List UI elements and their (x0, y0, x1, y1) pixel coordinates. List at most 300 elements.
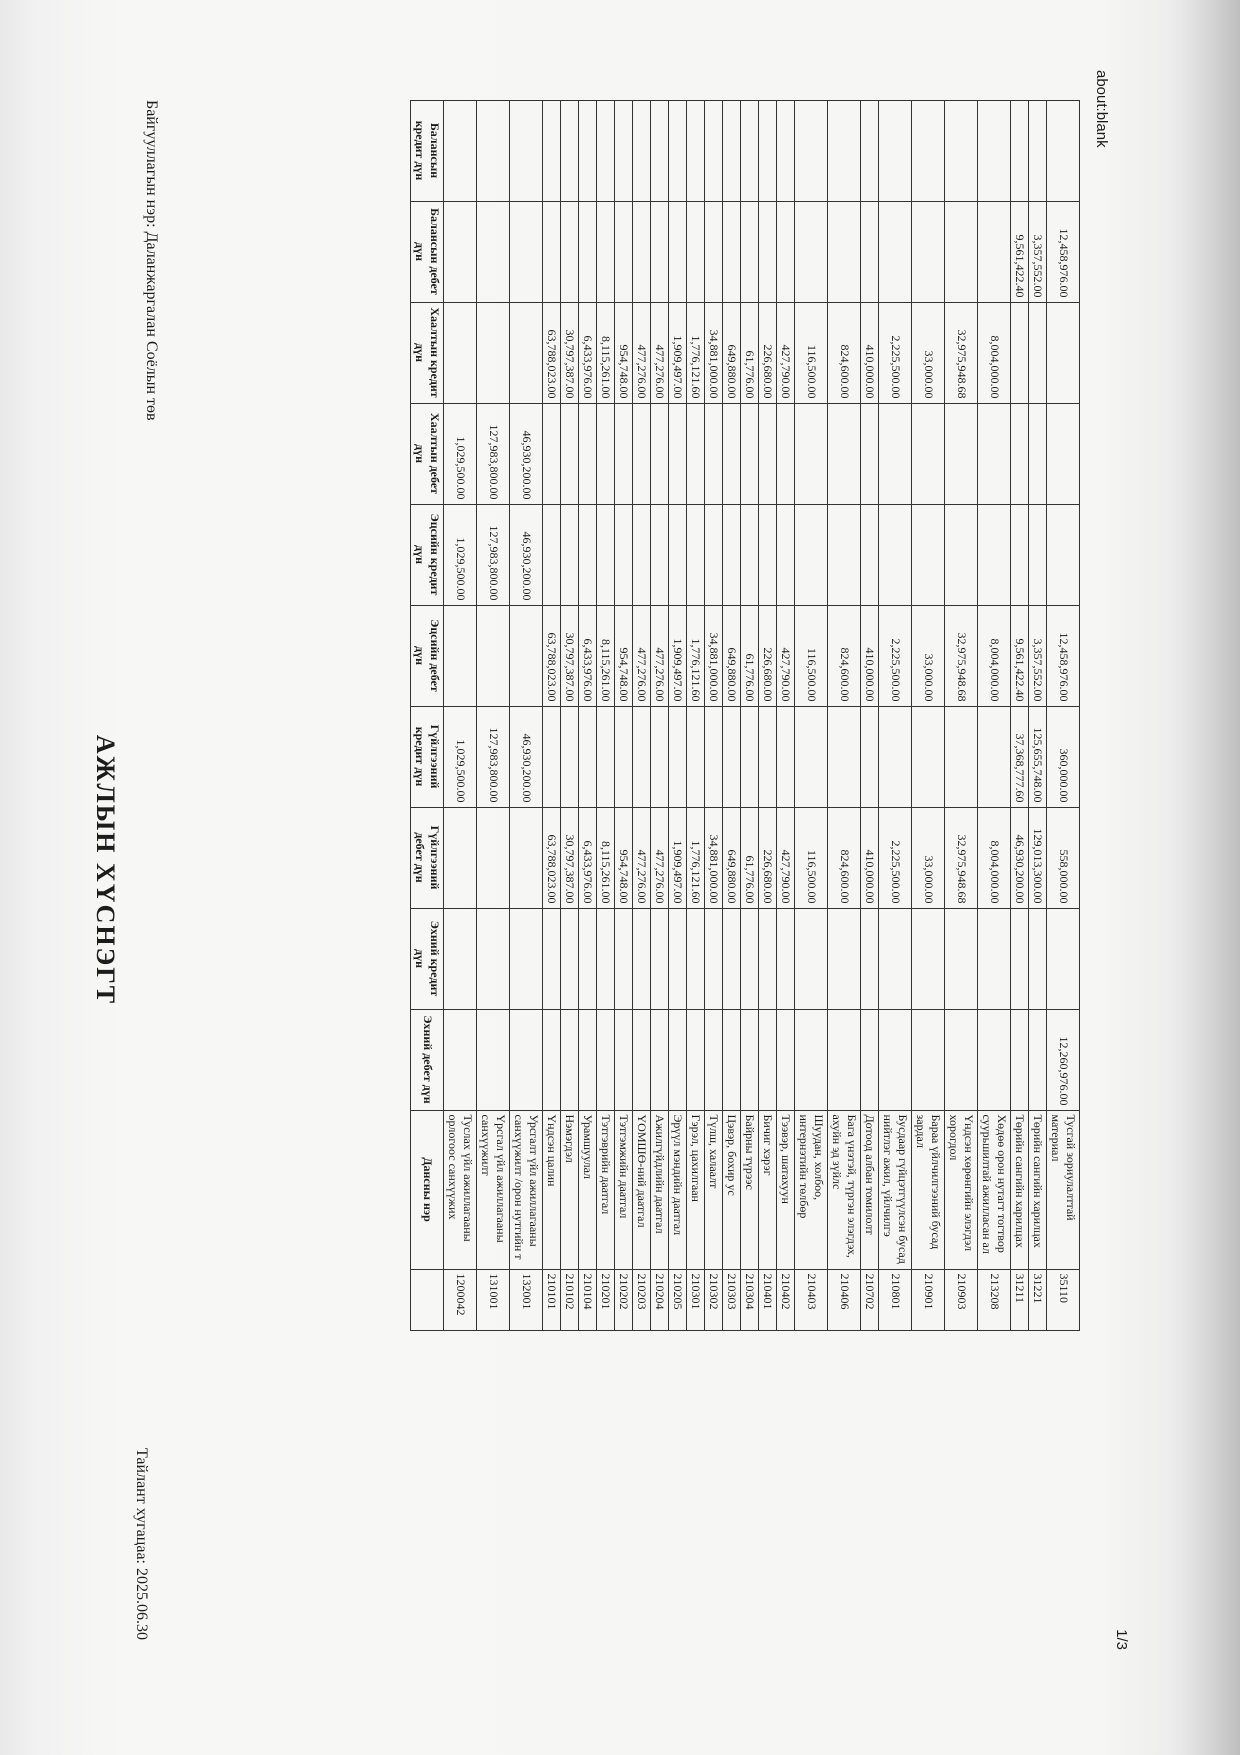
amount-cell (579, 505, 597, 606)
amount-cell (741, 505, 759, 606)
amount-cell (723, 1010, 741, 1111)
amount-cell (1047, 505, 1080, 606)
amount-cell (879, 404, 912, 505)
paper-edge-shadow (1170, 0, 1240, 1755)
amount-cell (759, 505, 777, 606)
amount-cell (561, 909, 579, 1010)
amount-cell (795, 101, 828, 202)
amount-cell (1029, 909, 1047, 1010)
amount-cell (828, 1010, 861, 1111)
amount-cell (561, 202, 579, 303)
amount-cell (1011, 303, 1029, 404)
account-name: Тусгай зориулалттай материал (1047, 1111, 1080, 1270)
amount-cell (795, 707, 828, 808)
column-header: Хаалтын дебет дүн (411, 404, 444, 505)
amount-cell (795, 202, 828, 303)
amount-cell: 6,433,976.00 (579, 303, 597, 404)
account-name: Бага үнэтэй, түргэн элэгдэх, ахуйн эд зүйлс (828, 1111, 861, 1270)
amount-cell: 477,276.00 (633, 808, 651, 909)
amount-cell (597, 404, 615, 505)
account-name: Төрийн сангийн харилцах (1029, 1111, 1047, 1270)
table-row (861, 101, 879, 1331)
amount-cell (615, 707, 633, 808)
amount-cell: 2,225,500.00 (879, 808, 912, 909)
table-row (978, 101, 1011, 1331)
amount-cell (1047, 303, 1080, 404)
amount-cell: 34,881,000.00 (705, 303, 723, 404)
account-code: 210303 (723, 1270, 741, 1331)
amount-cell (669, 1010, 687, 1111)
amount-cell: 37,368,777.60 (1011, 707, 1029, 808)
amount-cell: 649,880.00 (723, 303, 741, 404)
footer-url: about:blank (1093, 70, 1110, 148)
account-name: Шуудан, холбоо, интернэтийн төлбөр (795, 1111, 828, 1270)
account-code: 210402 (777, 1270, 795, 1331)
amount-cell: 12,260,976.00 (1047, 1010, 1080, 1111)
amount-cell (477, 303, 510, 404)
column-header: Гүйлгээний кредит дүн (411, 707, 444, 808)
amount-cell: 649,880.00 (723, 808, 741, 909)
amount-cell (1011, 909, 1029, 1010)
account-code: 213208 (978, 1270, 1011, 1331)
amount-cell (579, 202, 597, 303)
amount-cell (1011, 404, 1029, 505)
amount-cell: 32,975,948.68 (945, 606, 978, 707)
amount-cell (705, 505, 723, 606)
amount-cell (795, 404, 828, 505)
account-name: Тэтгэврийн даатгал (597, 1111, 615, 1270)
table-row (777, 101, 795, 1331)
amount-cell: 1,776,121.60 (687, 808, 705, 909)
account-name: Үндсэн хөрөнгийн элэгдэл хорогдол (945, 1111, 978, 1270)
amount-cell: 558,000.00 (1047, 808, 1080, 909)
amount-cell: 2,225,500.00 (879, 606, 912, 707)
column-header: Балансын кредит дүн (411, 101, 444, 202)
table-row (579, 101, 597, 1331)
column-header: Эцсийн дебет дүн (411, 606, 444, 707)
account-code: 132001 (510, 1270, 543, 1331)
amount-cell (615, 909, 633, 1010)
table-row (741, 101, 759, 1331)
table-row (615, 101, 633, 1331)
amount-cell (705, 202, 723, 303)
table-row (828, 101, 861, 1331)
amount-cell: 954,748.00 (615, 606, 633, 707)
amount-cell: 46,930,200.00 (1011, 808, 1029, 909)
amount-cell (579, 707, 597, 808)
amount-cell (510, 808, 543, 909)
amount-cell (543, 505, 561, 606)
amount-cell: 6,433,976.00 (579, 606, 597, 707)
account-name: Үндсэн цалин (543, 1111, 561, 1270)
amount-cell (912, 202, 945, 303)
amount-cell (543, 707, 561, 808)
account-name: Урамшуулал (579, 1111, 597, 1270)
amount-cell (579, 101, 597, 202)
amount-cell (978, 909, 1011, 1010)
amount-cell (705, 101, 723, 202)
amount-cell: 427,790.00 (777, 606, 795, 707)
column-header: Эхний кредит дүн (411, 909, 444, 1010)
table-row (1047, 101, 1080, 1331)
amount-cell: 32,975,948.68 (945, 808, 978, 909)
amount-cell (759, 707, 777, 808)
column-header: Эхний дебет дүн (411, 1010, 444, 1111)
amount-cell (633, 909, 651, 1010)
amount-cell (978, 202, 1011, 303)
amount-cell (945, 202, 978, 303)
amount-cell (651, 404, 669, 505)
amount-cell: 8,004,000.00 (978, 606, 1011, 707)
amount-cell (597, 101, 615, 202)
account-code: 31221 (1029, 1270, 1047, 1331)
amount-cell (669, 505, 687, 606)
amount-cell (633, 707, 651, 808)
amount-cell (861, 909, 879, 1010)
amount-cell: 8,004,000.00 (978, 303, 1011, 404)
amount-cell (861, 404, 879, 505)
amount-cell (633, 101, 651, 202)
amount-cell (1029, 505, 1047, 606)
amount-cell (651, 1010, 669, 1111)
amount-cell (705, 909, 723, 1010)
amount-cell (741, 909, 759, 1010)
table-row (597, 101, 615, 1331)
amount-cell (705, 404, 723, 505)
amount-cell: 824,600.00 (828, 303, 861, 404)
amount-cell (723, 404, 741, 505)
amount-cell (597, 707, 615, 808)
amount-cell (879, 909, 912, 1010)
amount-cell: 1,029,500.00 (444, 505, 477, 606)
table-row (879, 101, 912, 1331)
amount-cell: 1,776,121.60 (687, 303, 705, 404)
amount-cell: 127,983,800.00 (477, 505, 510, 606)
amount-cell (561, 505, 579, 606)
amount-cell: 125,655,748.00 (1029, 707, 1047, 808)
amount-cell (828, 505, 861, 606)
amount-cell (759, 1010, 777, 1111)
amount-cell: 477,276.00 (633, 606, 651, 707)
amount-cell (978, 707, 1011, 808)
amount-cell: 410,000.00 (861, 606, 879, 707)
account-name: ҮОМШӨ-ний даатгал (633, 1111, 651, 1270)
amount-cell (561, 1010, 579, 1111)
amount-cell (444, 606, 477, 707)
amount-cell: 34,881,000.00 (705, 808, 723, 909)
amount-cell: 477,276.00 (651, 606, 669, 707)
amount-cell (912, 505, 945, 606)
amount-cell: 30,797,387.00 (561, 606, 579, 707)
amount-cell: 12,458,976.00 (1047, 606, 1080, 707)
amount-cell (669, 101, 687, 202)
amount-cell (759, 202, 777, 303)
amount-cell: 360,000.00 (1047, 707, 1080, 808)
amount-cell (543, 404, 561, 505)
account-name: Үрсгал үйл ажиллагааны санхүүжилт (477, 1111, 510, 1270)
account-name: Төрийн сангийн харилцах (1011, 1111, 1029, 1270)
amount-cell (978, 404, 1011, 505)
account-name: Байрны түрээс (741, 1111, 759, 1270)
amount-cell: 33,000.00 (912, 606, 945, 707)
amount-cell: 1,029,500.00 (444, 707, 477, 808)
account-code: 210202 (615, 1270, 633, 1331)
amount-cell (1011, 1010, 1029, 1111)
amount-cell (912, 707, 945, 808)
amount-cell (795, 505, 828, 606)
amount-cell (687, 404, 705, 505)
table-row (1011, 101, 1029, 1331)
amount-cell: 477,276.00 (633, 303, 651, 404)
amount-cell (510, 909, 543, 1010)
amount-cell (579, 1010, 597, 1111)
amount-cell: 6,433,976.00 (579, 808, 597, 909)
amount-cell (651, 909, 669, 1010)
amount-cell (444, 808, 477, 909)
report-date: Тайлант хугацаа: 2025.06.30 (133, 1448, 150, 1640)
table-row (759, 101, 777, 1331)
account-code: 210102 (561, 1270, 579, 1331)
table-row (705, 101, 723, 1331)
table-row (444, 101, 477, 1331)
amount-cell (828, 707, 861, 808)
amount-cell (741, 707, 759, 808)
amount-cell: 824,600.00 (828, 808, 861, 909)
amount-cell (777, 505, 795, 606)
amount-cell (669, 707, 687, 808)
amount-cell: 8,115,261.00 (597, 808, 615, 909)
amount-cell (543, 202, 561, 303)
account-code: 210903 (945, 1270, 978, 1331)
amount-cell: 226,680.00 (759, 606, 777, 707)
table-row (723, 101, 741, 1331)
amount-cell (579, 404, 597, 505)
amount-cell (777, 101, 795, 202)
amount-cell (579, 909, 597, 1010)
amount-cell (759, 404, 777, 505)
table-row (1029, 101, 1047, 1331)
table-row (561, 101, 579, 1331)
amount-cell (879, 707, 912, 808)
amount-cell (777, 1010, 795, 1111)
amount-cell (543, 909, 561, 1010)
amount-cell: 116,500.00 (795, 606, 828, 707)
amount-cell: 824,600.00 (828, 606, 861, 707)
amount-cell (615, 404, 633, 505)
amount-cell: 410,000.00 (861, 303, 879, 404)
amount-cell (912, 404, 945, 505)
account-code: 210406 (828, 1270, 861, 1331)
ledger-table (410, 100, 1080, 1331)
amount-cell (741, 101, 759, 202)
amount-cell (705, 707, 723, 808)
amount-cell (615, 202, 633, 303)
amount-cell: 61,776.00 (741, 303, 759, 404)
table-row (477, 101, 510, 1331)
amount-cell (978, 1010, 1011, 1111)
account-name: Урсгалт үйл ажиллагааны санхүүжилт /орон нутгийн т (510, 1111, 543, 1270)
amount-cell (687, 1010, 705, 1111)
amount-cell: 8,115,261.00 (597, 606, 615, 707)
amount-cell: 954,748.00 (615, 303, 633, 404)
amount-cell (477, 202, 510, 303)
amount-cell (978, 101, 1011, 202)
rotated-page (40, 60, 1170, 1680)
amount-cell (444, 303, 477, 404)
table-row (543, 101, 561, 1331)
amount-cell (651, 202, 669, 303)
amount-cell: 954,748.00 (615, 808, 633, 909)
amount-cell (669, 404, 687, 505)
amount-cell (741, 202, 759, 303)
amount-cell: 3,357,552.00 (1029, 202, 1047, 303)
page-number: 1/3 (1113, 1629, 1130, 1650)
amount-cell (777, 202, 795, 303)
amount-cell (1029, 404, 1047, 505)
amount-cell (543, 1010, 561, 1111)
amount-cell: 63,788,023.00 (543, 303, 561, 404)
amount-cell (777, 707, 795, 808)
amount-cell (741, 404, 759, 505)
amount-cell (945, 101, 978, 202)
account-name: Туслах үйл ажиллагааны орлогоос санхүүжих (444, 1111, 477, 1270)
account-code: 31211 (1011, 1270, 1029, 1331)
amount-cell (1047, 404, 1080, 505)
amount-cell (543, 101, 561, 202)
amount-cell: 226,680.00 (759, 808, 777, 909)
column-header: Дансны нэр (411, 1111, 444, 1270)
amount-cell: 30,797,387.00 (561, 808, 579, 909)
amount-cell (477, 909, 510, 1010)
account-code: 210403 (795, 1270, 828, 1331)
amount-cell: 649,880.00 (723, 606, 741, 707)
table-row (510, 101, 543, 1331)
amount-cell (597, 505, 615, 606)
account-name: Бусдаар гүйцэтгүүлсэн бусад нийтлэг ажил, үйлчилгэ (879, 1111, 912, 1270)
amount-cell (777, 404, 795, 505)
table-row (651, 101, 669, 1331)
column-header: Эцсийн кредит дүн (411, 505, 444, 606)
account-code: 131001 (477, 1270, 510, 1331)
account-name: Цэвэр, бохир ус (723, 1111, 741, 1270)
amount-cell (795, 909, 828, 1010)
amount-cell: 46,930,200.00 (510, 707, 543, 808)
amount-cell (1029, 303, 1047, 404)
amount-cell (561, 101, 579, 202)
amount-cell (723, 505, 741, 606)
amount-cell (633, 1010, 651, 1111)
account-code: 1200042 (444, 1270, 477, 1331)
amount-cell: 2,225,500.00 (879, 303, 912, 404)
table-header-row (411, 101, 444, 1331)
amount-cell (978, 505, 1011, 606)
amount-cell (759, 909, 777, 1010)
column-header (411, 1270, 444, 1331)
account-name: Бичиг хэрэг (759, 1111, 777, 1270)
amount-cell: 63,788,023.00 (543, 808, 561, 909)
amount-cell (945, 404, 978, 505)
amount-cell (1047, 909, 1080, 1010)
amount-cell: 63,788,023.00 (543, 606, 561, 707)
amount-cell (615, 505, 633, 606)
amount-cell (444, 1010, 477, 1111)
amount-cell (705, 1010, 723, 1111)
amount-cell: 61,776.00 (741, 808, 759, 909)
table-row (687, 101, 705, 1331)
account-name: Ажилгүйдлийн даатгал (651, 1111, 669, 1270)
amount-cell (477, 1010, 510, 1111)
table-row (945, 101, 978, 1331)
amount-cell: 477,276.00 (651, 808, 669, 909)
amount-cell (828, 202, 861, 303)
amount-cell (1029, 1010, 1047, 1111)
amount-cell (861, 707, 879, 808)
amount-cell: 12,458,976.00 (1047, 202, 1080, 303)
amount-cell (795, 1010, 828, 1111)
amount-cell: 1,909,497.00 (669, 303, 687, 404)
amount-cell: 3,357,552.00 (1029, 606, 1047, 707)
amount-cell (651, 707, 669, 808)
account-code: 210302 (705, 1270, 723, 1331)
amount-cell: 1,909,497.00 (669, 808, 687, 909)
amount-cell (669, 909, 687, 1010)
amount-cell (669, 202, 687, 303)
amount-cell (633, 404, 651, 505)
column-header: Гүйлгээний дебет дүн (411, 808, 444, 909)
account-code: 210203 (633, 1270, 651, 1331)
account-code: 210401 (759, 1270, 777, 1331)
table-row (669, 101, 687, 1331)
amount-cell (912, 1010, 945, 1111)
amount-cell: 127,983,800.00 (477, 404, 510, 505)
amount-cell: 410,000.00 (861, 808, 879, 909)
amount-cell: 427,790.00 (777, 303, 795, 404)
amount-cell (510, 303, 543, 404)
amount-cell: 33,000.00 (912, 808, 945, 909)
amount-cell (879, 1010, 912, 1111)
amount-cell (615, 1010, 633, 1111)
amount-cell (477, 101, 510, 202)
account-name: Тээвэр, шатахуун (777, 1111, 795, 1270)
account-code: 35110 (1047, 1270, 1080, 1331)
amount-cell (1029, 101, 1047, 202)
amount-cell (687, 505, 705, 606)
amount-cell (561, 404, 579, 505)
amount-cell: 477,276.00 (651, 303, 669, 404)
amount-cell: 9,561,422.40 (1011, 606, 1029, 707)
amount-cell (828, 101, 861, 202)
account-code: 210204 (651, 1270, 669, 1331)
table-row (912, 101, 945, 1331)
amount-cell: 116,500.00 (795, 303, 828, 404)
amount-cell (444, 909, 477, 1010)
amount-cell (615, 101, 633, 202)
amount-cell: 34,881,000.00 (705, 606, 723, 707)
amount-cell: 32,975,948.68 (945, 303, 978, 404)
amount-cell: 33,000.00 (912, 303, 945, 404)
amount-cell (912, 101, 945, 202)
amount-cell (777, 909, 795, 1010)
amount-cell (723, 909, 741, 1010)
amount-cell: 116,500.00 (795, 808, 828, 909)
account-code: 210205 (669, 1270, 687, 1331)
organization-name: Байгууллагын нэр: Даланжаргалан Соёлын төв (143, 100, 160, 421)
amount-cell: 9,561,422.40 (1011, 202, 1029, 303)
amount-cell (510, 202, 543, 303)
amount-cell (945, 1010, 978, 1111)
amount-cell (723, 101, 741, 202)
amount-cell (723, 707, 741, 808)
